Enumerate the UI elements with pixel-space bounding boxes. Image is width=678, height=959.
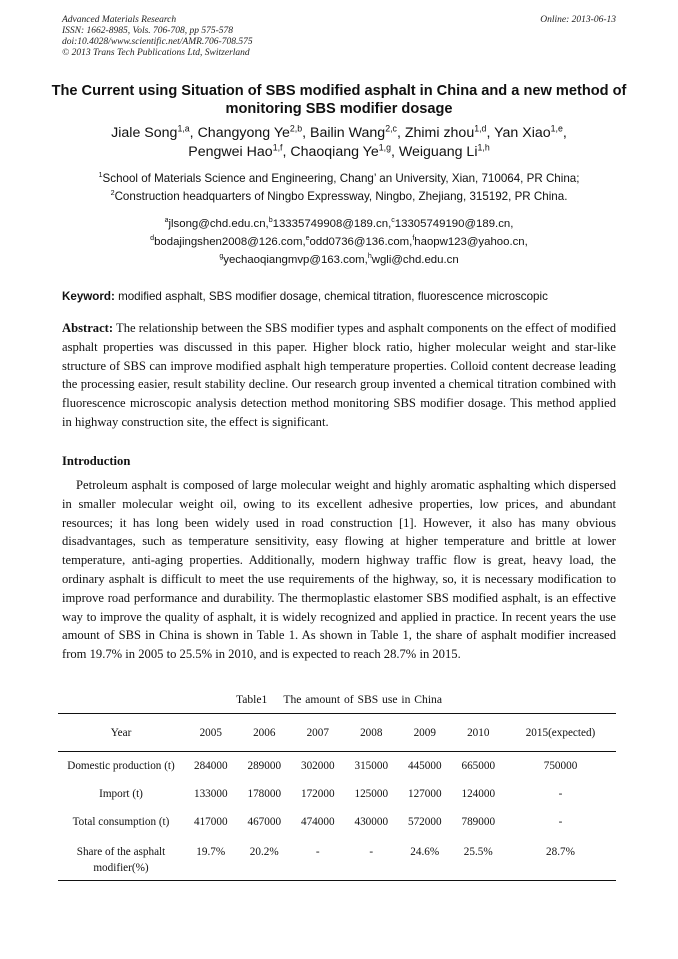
table-cell bbox=[238, 808, 292, 836]
table-cell bbox=[452, 780, 506, 808]
email-marker: d bbox=[150, 235, 155, 243]
copyright-line: © 2013 Trans Tech Publications Ltd, Switzerland bbox=[62, 48, 250, 58]
table-caption-label: Table1 bbox=[235, 693, 268, 706]
table-cell bbox=[291, 780, 345, 808]
author-affil-marker: 1,d bbox=[474, 123, 487, 134]
cell-value: 430000 bbox=[354, 815, 389, 828]
email-address: wgli@chd.edu.cn bbox=[371, 254, 459, 266]
row-label-text: Domestic production (t) bbox=[67, 759, 175, 772]
cell-value: 289000 bbox=[247, 759, 282, 772]
table-cell bbox=[398, 836, 452, 881]
author-affil-marker: 1,h bbox=[477, 142, 490, 153]
table-cell bbox=[238, 752, 292, 780]
author-name: Changyong Ye bbox=[197, 125, 290, 141]
affiliation-marker: 2 bbox=[110, 188, 115, 198]
cell-value: 284000 bbox=[193, 759, 228, 772]
author-affil-marker: 1,a bbox=[177, 123, 190, 134]
row-label bbox=[58, 752, 184, 780]
table-cell bbox=[505, 780, 616, 808]
table-cell bbox=[452, 808, 506, 836]
author-affil-marker: 1,e bbox=[550, 123, 563, 134]
table-cell bbox=[184, 780, 238, 808]
table-caption bbox=[62, 693, 616, 707]
cell-value: - bbox=[558, 787, 563, 800]
column-header-2015(expected): 2015(expected) bbox=[505, 714, 616, 752]
column-header-year: Year bbox=[58, 714, 184, 752]
cell-value: 302000 bbox=[300, 759, 335, 772]
row-label bbox=[58, 808, 184, 836]
table-cell bbox=[184, 836, 238, 881]
author-name: Jiale Song bbox=[111, 125, 178, 141]
table-row bbox=[58, 752, 616, 780]
journal-name: Advanced Materials Research bbox=[62, 15, 177, 25]
issn-line: ISSN: 1662-8985, Vols. 706-708, pp 575-578 bbox=[62, 26, 233, 36]
table-cell bbox=[398, 808, 452, 836]
email-address: jlsong@chd.edu.cn, bbox=[168, 218, 269, 230]
abstract-text: The relationship between the SBS modifier types and asphalt components on the effect of modified asphalt properties was discussed in this paper. Higher block ratio, higher molecular weight and star-like structure of SBS can improve modified asphalt high temperature properties. Colloid content decrease leading the processing easier, result stability decline. Our research group invented a chemical titration combined with fluorescence microscopic analysis detection method monitoring SBS modifier dosage. This method applied in highway construction site, the effect is significant. bbox=[62, 321, 616, 429]
running-header bbox=[62, 15, 616, 59]
keywords bbox=[62, 289, 622, 304]
introduction-heading: Introduction bbox=[62, 454, 131, 468]
column-header-2006: 2006 bbox=[238, 714, 292, 752]
column-header-2009: 2009 bbox=[398, 714, 452, 752]
table-cell bbox=[345, 752, 399, 780]
author-name: Bailin Wang bbox=[310, 125, 386, 141]
column-header-2008: 2008 bbox=[345, 714, 399, 752]
cell-value: - bbox=[315, 845, 320, 858]
email-line bbox=[40, 233, 638, 251]
table-cell bbox=[345, 808, 399, 836]
email-marker: c bbox=[391, 217, 395, 225]
sbs-usage-table bbox=[58, 713, 616, 881]
abstract-label: Abstract: bbox=[62, 321, 114, 335]
table-cell bbox=[345, 780, 399, 808]
doi-line: doi:10.4028/www.scientific.net/AMR.706-708.575 bbox=[62, 37, 253, 47]
affiliation-text: Construction headquarters of Ningbo Expressway, Ningbo, Zhejiang, 315192, PR China. bbox=[114, 190, 568, 203]
cell-value: 172000 bbox=[300, 787, 335, 800]
affiliation-1 bbox=[40, 170, 638, 188]
email-address: 13335749908@189.cn, bbox=[272, 218, 392, 230]
email-marker: h bbox=[367, 253, 372, 261]
table-cell bbox=[238, 780, 292, 808]
keyword-text: modified asphalt, SBS modifier dosage, chemical titration, fluorescence microscopic bbox=[118, 290, 548, 303]
table-header-row bbox=[58, 714, 616, 752]
author-name: Weiguang Li bbox=[398, 144, 478, 160]
cell-value: 467000 bbox=[247, 815, 282, 828]
row-label bbox=[58, 836, 184, 881]
affiliation-2 bbox=[40, 188, 638, 206]
author-name: Zhimi zhou bbox=[404, 125, 475, 141]
email-marker: b bbox=[268, 217, 273, 225]
author-list: Jiale Song$^{1,a}$, Changyong Ye$^{2,b}$, Bailin Wang$^{2,c}$, Zhimi zhou$^{1,d}$, Yan Xiao$^{1,e}$, Pengwei Hao$^{1,f}$, Chaoqiang Ye$^{1,g}$, Weiguang Li$^{1,h}$ bbox=[111, 123, 567, 160]
table-cell bbox=[505, 836, 616, 881]
email-marker: f bbox=[412, 235, 415, 243]
row-label bbox=[58, 780, 184, 808]
table-cell bbox=[291, 808, 345, 836]
cell-value: 28.7% bbox=[546, 845, 575, 858]
table-caption-text: The amount of SBS use in China bbox=[283, 693, 443, 706]
email-address: haopw123@yahoo.cn, bbox=[414, 236, 528, 248]
author-affil-marker: 1,f bbox=[272, 142, 283, 153]
table-cell bbox=[291, 752, 345, 780]
cell-value: 25.5% bbox=[463, 845, 493, 858]
email-address: 13305749190@189.cn, bbox=[394, 218, 514, 230]
cell-value: 665000 bbox=[461, 759, 496, 772]
cell-value: 19.7% bbox=[196, 845, 226, 858]
cell-value: 133000 bbox=[193, 787, 228, 800]
column-header-2005: 2005 bbox=[184, 714, 238, 752]
table-cell bbox=[184, 752, 238, 780]
affiliations bbox=[40, 170, 638, 206]
cell-value: 572000 bbox=[407, 815, 442, 828]
author-name: Yan Xiao bbox=[494, 125, 551, 141]
author-name: Pengwei Hao bbox=[188, 144, 273, 160]
table-cell bbox=[398, 780, 452, 808]
table-row bbox=[58, 836, 616, 881]
table-cell bbox=[505, 808, 616, 836]
column-header-2010: 2010 bbox=[452, 714, 506, 752]
cell-value: 178000 bbox=[247, 787, 282, 800]
affiliation-text: School of Materials Science and Engineering, Chang’ an University, Xian, 710064, PR China; bbox=[102, 172, 580, 185]
cell-value: - bbox=[369, 845, 374, 858]
table-row bbox=[58, 808, 616, 836]
affiliation-marker: 1 bbox=[98, 170, 103, 180]
cell-value: 20.2% bbox=[249, 845, 279, 858]
email-marker: g bbox=[219, 253, 224, 261]
row-label-text: Import (t) bbox=[99, 787, 143, 800]
cell-value: 125000 bbox=[354, 787, 389, 800]
email-line bbox=[40, 251, 638, 269]
table-cell bbox=[291, 836, 345, 881]
introduction-paragraph: Petroleum asphalt is composed of large molecular weight and highly aromatic asphalting which dispersed in smaller molecular weight oil, owing to its excellent adhesive properties, low prices, and abundant resources; it has long been widely used in road construction [1]. However, it also has many obvious disadvantages, such as temperature sensitivity, easy flowing at higher temperature and brittle at lower temperature, anti-aging properties. Additionally, modern highway traffic flow is great, heavy load, the ordinary asphalt is difficult to meet the use requirements of the highway, so, it is necessary modification to improve road performance and durability. The thermoplastic elastomer SBS modified asphalt, is an effective way to improve the quality of asphalt, it is widely recognized and applied in practice. In recent years the use amount of SBS in China is shown in Table 1. As shown in Table 1, the share of asphalt modifier increased from 19.7% in 2005 to 25.5% in 2010, and is expected to reach 28.7% in 2015. bbox=[62, 478, 616, 662]
author-affil-marker: 2,b bbox=[289, 123, 303, 134]
online-date: Online: 2013-06-13 bbox=[540, 15, 616, 25]
table-cell bbox=[345, 836, 399, 881]
row-label-text: Total consumption (t) bbox=[72, 815, 170, 828]
cell-value: 124000 bbox=[461, 787, 496, 800]
cell-value: 474000 bbox=[300, 815, 335, 828]
table-row bbox=[58, 780, 616, 808]
table-cell bbox=[505, 752, 616, 780]
cell-value: 24.6% bbox=[410, 845, 440, 858]
email-marker: a bbox=[164, 217, 169, 225]
column-header-2007: 2007 bbox=[291, 714, 345, 752]
author-affil-marker: 2,c bbox=[385, 123, 397, 134]
paper-title: The Current using Situation of SBS modified asphalt in China and a new method of monitoring SBS modifier dosage bbox=[51, 83, 627, 117]
cell-value: - bbox=[558, 815, 563, 828]
table-cell bbox=[452, 836, 506, 881]
row-label-text: Share of the asphalt modifier(%) bbox=[76, 845, 166, 874]
keyword-label: Keyword: bbox=[62, 290, 115, 303]
email-line bbox=[40, 215, 638, 233]
author-affil-marker: 1,g bbox=[378, 142, 391, 153]
cell-value: 445000 bbox=[407, 759, 442, 772]
abstract bbox=[62, 319, 616, 432]
table-cell bbox=[398, 752, 452, 780]
cell-value: 417000 bbox=[193, 815, 228, 828]
email-address: yechaoqiangmvp@163.com, bbox=[223, 254, 368, 266]
author-emails bbox=[40, 215, 638, 269]
table-cell bbox=[184, 808, 238, 836]
email-address: bodajingshen2008@126.com, bbox=[154, 236, 306, 248]
email-address: odd0736@136.com, bbox=[309, 236, 413, 248]
table-cell bbox=[452, 752, 506, 780]
author-name: Chaoqiang Ye bbox=[290, 144, 379, 160]
table-cell bbox=[238, 836, 292, 881]
cell-value: 127000 bbox=[407, 787, 442, 800]
email-marker: e bbox=[305, 235, 310, 243]
cell-value: 315000 bbox=[354, 759, 389, 772]
cell-value: 789000 bbox=[461, 815, 496, 828]
cell-value: 750000 bbox=[543, 759, 578, 772]
